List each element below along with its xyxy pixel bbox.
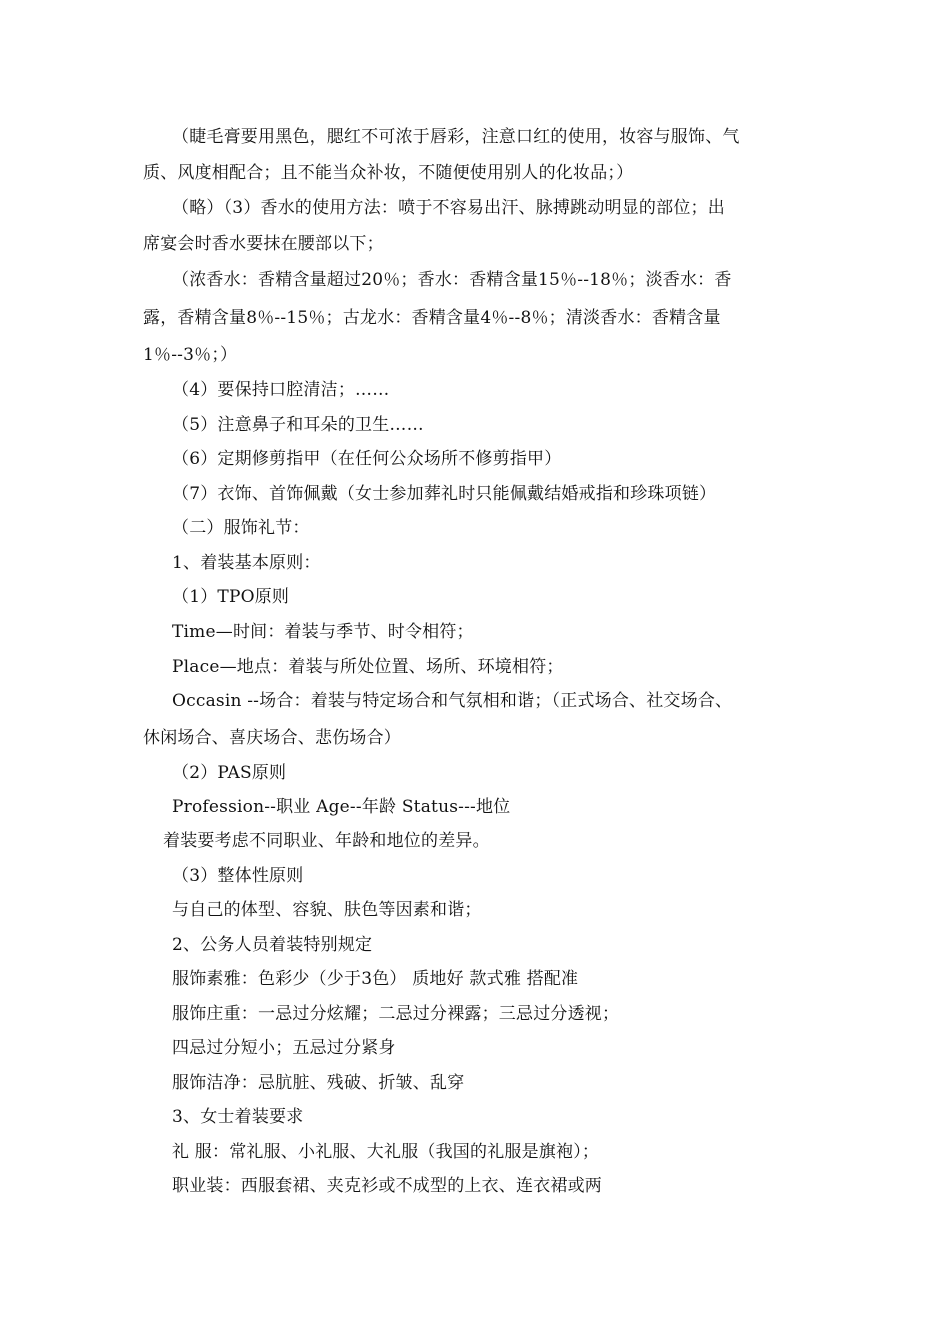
- text-line: 质、风度相配合；且不能当众补妆，不随便使用别人的化妆品；）: [143, 163, 634, 183]
- text-line: 服饰洁净：忌肮脏、残破、折皱、乱穿: [172, 1073, 465, 1093]
- section-heading: （二）服饰礼节：: [172, 518, 310, 538]
- text-line: 席宴会时香水要抹在腰部以下；: [143, 234, 384, 254]
- text-line: 与自己的体型、容貌、肤色等因素和谐；: [172, 900, 482, 920]
- text-line: 礼 服：常礼服、小礼服、大礼服（我国的礼服是旗袍）；: [172, 1142, 600, 1162]
- text-line: 四忌过分短小；五忌过分紧身: [172, 1038, 396, 1058]
- text-line: （5）注意鼻子和耳朵的卫生……: [172, 415, 424, 435]
- text-line: （睫毛膏要用黑色，腮红不可浓于唇彩，注意口红的使用，妆容与服饰、气: [172, 127, 740, 147]
- subsection-heading: （2）PAS原则: [172, 763, 287, 783]
- subsection-heading: （1）TPO原则: [172, 587, 290, 607]
- text-line: 1％--3％；）: [143, 345, 238, 365]
- text-line: 服饰素雅：色彩少（少于3色） 质地好 款式雅 搭配准: [172, 969, 579, 989]
- text-line: （浓香水：香精含量超过20％；香水：香精含量15％--18％；淡香水：香: [172, 270, 732, 290]
- text-line: （7）衣饰、首饰佩戴（女士参加葬礼时只能佩戴结婚戒指和珍珠项链）: [172, 484, 717, 504]
- text-line: 服饰庄重：一忌过分炫耀；二忌过分裸露；三忌过分透视；: [172, 1004, 620, 1024]
- subsection-heading: （3）整体性原则: [172, 866, 304, 886]
- text-line: Place—地点：着装与所处位置、场所、环境相符；: [172, 657, 564, 677]
- text-line: 职业装：西服套裙、夹克衫或不成型的上衣、连衣裙或两: [172, 1176, 602, 1196]
- text-line: Occasin --场合：着装与特定场合和气氛相和谐；（正式场合、社交场合、: [172, 691, 733, 711]
- text-line: （6）定期修剪指甲（在任何公众场所不修剪指甲）: [172, 449, 562, 469]
- text-line: Time—时间：着装与季节、时令相符；: [172, 622, 474, 642]
- section-heading: 3、女士着装要求: [172, 1107, 304, 1127]
- text-line: Profession--职业 Age--年龄 Status---地位: [172, 797, 511, 817]
- section-heading: 1、着装基本原则：: [172, 553, 321, 573]
- section-heading: 2、公务人员着装特别规定: [172, 935, 373, 955]
- text-line: （略）（3）香水的使用方法：喷于不容易出汗、脉搏跳动明显的部位；出: [172, 198, 725, 218]
- text-line: （4）要保持口腔清洁；……: [172, 380, 390, 400]
- text-line: 休闲场合、喜庆场合、悲伤场合）: [143, 728, 401, 748]
- text-line: 露，香精含量8％--15％；古龙水：香精含量4％--8％；清淡香水：香精含量: [143, 308, 721, 328]
- text-line: 着装要考虑不同职业、年龄和地位的差异。: [163, 831, 490, 851]
